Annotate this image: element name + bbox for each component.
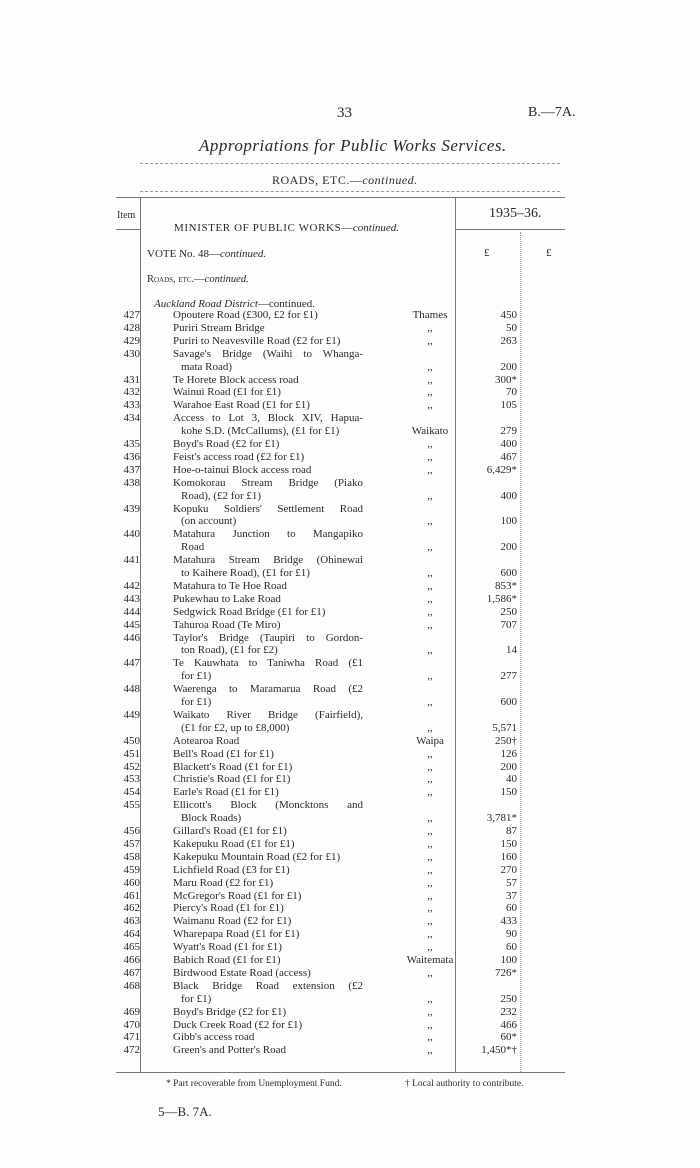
item-number: 448 bbox=[123, 683, 140, 696]
item-description: Kakepuku Mountain Road (£2 for £1) bbox=[173, 850, 341, 863]
electoral-district: ,, bbox=[427, 721, 433, 734]
table-row bbox=[0, 477, 700, 503]
table-row bbox=[0, 825, 700, 838]
item-number: 449 bbox=[123, 708, 140, 721]
table-row bbox=[0, 335, 700, 348]
amount-value: 726* bbox=[495, 966, 517, 979]
electoral-district: ,, bbox=[427, 360, 433, 373]
item-description: (on account) bbox=[181, 515, 237, 528]
table-row bbox=[0, 954, 700, 967]
item-description: Kakepuku Road (£1 for £1) bbox=[173, 837, 295, 850]
item-description: Gibb's access road bbox=[173, 1031, 255, 1044]
item-description: Matahura to Te Hoe Road bbox=[173, 579, 287, 592]
fiscal-year-header: 1935–36. bbox=[489, 206, 542, 221]
item-description: Boyd's Road (£2 for £1) bbox=[173, 438, 280, 450]
item-description: Puriri Stream Bridge bbox=[173, 321, 265, 334]
item-number: 430 bbox=[123, 347, 140, 360]
table-row bbox=[0, 309, 700, 322]
item-description: Christie's Road (£1 for £1) bbox=[173, 773, 291, 786]
amount-value: 70 bbox=[506, 386, 517, 399]
vote-heading-main: VOTE No. 48— bbox=[147, 248, 221, 260]
electoral-district: ,, bbox=[427, 1031, 433, 1044]
amount-value: 277 bbox=[500, 670, 517, 683]
item-number: 435 bbox=[123, 438, 140, 450]
currency-col2: £ bbox=[546, 247, 552, 259]
amount-value: 263 bbox=[500, 334, 517, 347]
amount-value: 200 bbox=[500, 360, 517, 373]
amount-value: 270 bbox=[500, 863, 517, 876]
item-number: 451 bbox=[123, 747, 140, 760]
item-number: 434 bbox=[123, 412, 140, 425]
item-description: for £1) bbox=[181, 670, 212, 683]
electoral-district: ,, bbox=[427, 941, 433, 954]
item-description: Road), (£2 for £1) bbox=[181, 489, 262, 502]
roads-heading bbox=[147, 274, 249, 285]
amount-value: 126 bbox=[500, 747, 517, 760]
amount-value: 450 bbox=[500, 309, 517, 321]
table-top-rule bbox=[116, 197, 565, 198]
item-description: mata Road) bbox=[181, 360, 233, 373]
table-row bbox=[0, 632, 700, 658]
electoral-district: ,, bbox=[427, 812, 433, 825]
item-description: Earle's Road (£1 for £1) bbox=[173, 786, 279, 799]
table-row bbox=[0, 877, 700, 890]
item-number: 470 bbox=[123, 1018, 140, 1031]
table-row bbox=[0, 683, 700, 709]
item-description: Piercy's Road (£1 for £1) bbox=[173, 902, 284, 915]
amount-value: 37 bbox=[506, 889, 517, 902]
item-description: for £1) bbox=[181, 992, 212, 1005]
item-description: Wainui Road (£1 for £1) bbox=[173, 386, 281, 399]
table-row bbox=[0, 735, 700, 748]
electoral-district: ,, bbox=[427, 773, 433, 786]
item-number: 446 bbox=[123, 631, 140, 644]
table-row bbox=[0, 928, 700, 941]
table-row bbox=[0, 464, 700, 477]
amount-value: 250† bbox=[495, 734, 517, 747]
item-description: ton Road), (£1 for £2) bbox=[181, 644, 278, 657]
footnote-unemployment-fund: * Part recoverable from Unemployment Fund. bbox=[166, 1079, 342, 1089]
amount-value: 150 bbox=[500, 786, 517, 799]
electoral-district: ,, bbox=[427, 321, 433, 334]
item-number: 460 bbox=[123, 876, 140, 889]
amount-value: 707 bbox=[500, 618, 517, 631]
item-description: Green's and Potter's Road bbox=[173, 1044, 287, 1057]
section-subtitle bbox=[272, 173, 418, 188]
electoral-district: ,, bbox=[427, 1005, 433, 1018]
table-row bbox=[0, 451, 700, 464]
electoral-district: ,, bbox=[427, 760, 433, 773]
amount-value: 853* bbox=[495, 579, 517, 592]
electoral-district: ,, bbox=[427, 928, 433, 941]
table-row bbox=[0, 773, 700, 786]
electoral-district: ,, bbox=[427, 670, 433, 683]
item-description: Boyd's Bridge (£2 for £1) bbox=[173, 1005, 287, 1018]
item-description: Waikato River Bridge (Fairfield), bbox=[173, 708, 363, 721]
table-row bbox=[0, 1031, 700, 1044]
amount-value: 1,450*† bbox=[481, 1044, 517, 1057]
table-row bbox=[0, 593, 700, 606]
amount-value: 279 bbox=[500, 425, 517, 438]
item-number: 437 bbox=[123, 463, 140, 476]
item-description: Komokorau Stream Bridge (Piako bbox=[173, 476, 363, 489]
amount-value: 250 bbox=[500, 992, 517, 1005]
table-bottom-rule bbox=[116, 1072, 565, 1073]
item-description: Ellicott's Block (Moncktons and bbox=[173, 799, 363, 812]
item-description: Waerenga to Maramarua Road (£2 bbox=[173, 683, 363, 696]
electoral-district: ,, bbox=[427, 450, 433, 463]
electoral-district: ,, bbox=[427, 399, 433, 412]
table-row bbox=[0, 941, 700, 954]
item-description: Maru Road (£2 for £1) bbox=[173, 876, 274, 889]
amount-value: 50 bbox=[506, 321, 517, 334]
item-number: 463 bbox=[123, 915, 140, 928]
electoral-district: ,, bbox=[427, 334, 433, 347]
item-description: Lichfield Road (£3 for £1) bbox=[173, 863, 290, 876]
electoral-district: ,, bbox=[427, 618, 433, 631]
section-subtitle-main: ROADS, ETC.— bbox=[272, 173, 363, 187]
item-number: 456 bbox=[123, 825, 140, 837]
amount-value: 60 bbox=[506, 941, 517, 954]
electoral-district: ,, bbox=[427, 992, 433, 1005]
item-number: 440 bbox=[123, 528, 140, 541]
item-description: Feist's access road (£2 for £1) bbox=[173, 450, 305, 463]
electoral-district: ,, bbox=[427, 373, 433, 386]
item-number: 455 bbox=[123, 799, 140, 812]
item-number: 441 bbox=[123, 554, 140, 567]
district-heading-main: Auckland Road District bbox=[154, 298, 258, 310]
table-row bbox=[0, 838, 700, 851]
table-row bbox=[0, 322, 700, 335]
vote-heading bbox=[147, 248, 266, 260]
item-description: Bell's Road (£1 for £1) bbox=[173, 747, 274, 760]
electoral-district: ,, bbox=[427, 541, 433, 554]
item-description: Wharepapa Road (£1 for £1) bbox=[173, 928, 300, 941]
amount-value: 467 bbox=[500, 450, 517, 463]
table-row bbox=[0, 864, 700, 877]
amount-value: 14 bbox=[506, 644, 517, 657]
section-subtitle-cont: continued. bbox=[362, 173, 418, 187]
item-description: for £1) bbox=[181, 695, 212, 708]
ministry-heading-cont: continued. bbox=[352, 222, 400, 234]
amount-value: 100 bbox=[500, 954, 517, 966]
table-row bbox=[0, 761, 700, 774]
roads-heading-main: Roads, etc.— bbox=[147, 274, 205, 285]
electoral-district: ,, bbox=[427, 695, 433, 708]
item-number: 429 bbox=[123, 334, 140, 347]
electoral-district: ,, bbox=[427, 579, 433, 592]
item-number: 459 bbox=[123, 863, 140, 876]
roads-heading-cont: continued. bbox=[204, 274, 249, 285]
table-row bbox=[0, 915, 700, 928]
amount-value: 600 bbox=[500, 695, 517, 708]
item-description: Road bbox=[181, 541, 205, 554]
item-number: 447 bbox=[123, 657, 140, 670]
item-number: 466 bbox=[123, 954, 140, 966]
electoral-district: ,, bbox=[427, 566, 433, 579]
table-row bbox=[0, 799, 700, 825]
table-row bbox=[0, 412, 700, 438]
ministry-heading bbox=[174, 222, 399, 234]
item-number: 468 bbox=[123, 979, 140, 992]
item-number: 454 bbox=[123, 786, 140, 799]
amount-value: 1,586* bbox=[486, 592, 517, 605]
electoral-district: ,, bbox=[427, 605, 433, 618]
amount-value: 100 bbox=[500, 515, 517, 528]
table-row bbox=[0, 890, 700, 903]
item-number: 469 bbox=[123, 1005, 140, 1018]
subtitle-rule bbox=[140, 191, 560, 192]
electoral-district: Thames bbox=[412, 309, 448, 321]
amount-value: 60* bbox=[500, 1031, 517, 1044]
electoral-district: ,, bbox=[427, 644, 433, 657]
item-description: Block Roads) bbox=[181, 812, 242, 825]
item-number: 467 bbox=[123, 966, 140, 979]
title-rule bbox=[140, 163, 560, 164]
amount-value: 87 bbox=[506, 825, 517, 837]
table-row bbox=[0, 967, 700, 980]
electoral-district: ,, bbox=[427, 438, 433, 450]
electoral-district: ,, bbox=[427, 386, 433, 399]
electoral-district: ,, bbox=[427, 515, 433, 528]
item-description: Savage's Bridge (Waihi to Whanga- bbox=[173, 347, 363, 360]
table-row bbox=[0, 438, 700, 451]
item-description: Pukewhau to Lake Road bbox=[173, 592, 281, 605]
item-description: Matahura Junction to Mangapiko bbox=[173, 528, 363, 541]
amount-value: 57 bbox=[506, 876, 517, 889]
amount-value: 300* bbox=[495, 373, 517, 386]
amount-value: 160 bbox=[500, 850, 517, 863]
amount-value: 232 bbox=[500, 1005, 517, 1018]
item-number: 442 bbox=[123, 579, 140, 592]
item-description: to Kaihere Road), (£1 for £1) bbox=[181, 566, 310, 579]
item-number: 462 bbox=[123, 902, 140, 915]
table-row bbox=[0, 902, 700, 915]
item-description: Black Bridge Road extension (£2 bbox=[173, 979, 363, 992]
amount-value: 433 bbox=[500, 915, 517, 928]
page-number: 33 bbox=[337, 105, 352, 121]
electoral-district: ,, bbox=[427, 463, 433, 476]
item-description: Te Kauwhata to Taniwha Road (£1 bbox=[173, 657, 363, 670]
amount-value: 400 bbox=[500, 438, 517, 450]
item-number: 427 bbox=[123, 309, 140, 321]
amount-value: 105 bbox=[500, 399, 517, 412]
amount-value: 250 bbox=[500, 605, 517, 618]
table-row bbox=[0, 554, 700, 580]
item-description: Kopuku Soldiers' Settlement Road bbox=[173, 502, 363, 515]
electoral-district: ,, bbox=[427, 850, 433, 863]
footnote-local-authority: † Local authority to contribute. bbox=[405, 1079, 524, 1089]
electoral-district: ,, bbox=[427, 915, 433, 928]
table-row bbox=[0, 786, 700, 799]
item-number: 464 bbox=[123, 928, 140, 941]
amount-value: 400 bbox=[500, 489, 517, 502]
amount-value: 90 bbox=[506, 928, 517, 941]
table-row bbox=[0, 606, 700, 619]
item-description: Tahuroa Road (Te Miro) bbox=[173, 618, 281, 631]
amount-value: 3,781* bbox=[486, 812, 517, 825]
amount-value: 60 bbox=[506, 902, 517, 915]
district-heading-cont: —continued. bbox=[257, 298, 316, 310]
item-number: 453 bbox=[123, 773, 140, 786]
table-row bbox=[0, 348, 700, 374]
item-description: Te Horete Block access road bbox=[173, 373, 299, 386]
item-description: Sedgwick Road Bridge (£1 for £1) bbox=[173, 605, 326, 618]
amount-value: 150 bbox=[500, 837, 517, 850]
amount-value: 6,429* bbox=[486, 463, 517, 476]
electoral-district: ,, bbox=[427, 489, 433, 502]
electoral-district: ,, bbox=[427, 786, 433, 799]
item-number: 438 bbox=[123, 476, 140, 489]
item-number: 436 bbox=[123, 450, 140, 463]
item-number: 433 bbox=[123, 399, 140, 412]
item-description: Aotearoa Road bbox=[173, 734, 240, 747]
item-description: Babich Road (£1 for £1) bbox=[173, 954, 281, 966]
amount-value: 40 bbox=[506, 773, 517, 786]
item-number: 445 bbox=[123, 618, 140, 631]
electoral-district: ,, bbox=[427, 592, 433, 605]
printer-signature: 5—B. 7A. bbox=[158, 1104, 212, 1119]
table-row bbox=[0, 386, 700, 399]
electoral-district: ,, bbox=[427, 837, 433, 850]
item-description: (£1 for £2, up to £8,000) bbox=[181, 721, 290, 734]
item-number: 450 bbox=[123, 734, 140, 747]
item-description: Waimanu Road (£2 for £1) bbox=[173, 915, 292, 928]
table-row bbox=[0, 619, 700, 632]
item-description: McGregor's Road (£1 for £1) bbox=[173, 889, 302, 902]
table-row bbox=[0, 851, 700, 864]
item-number: 432 bbox=[123, 386, 140, 399]
item-number: 444 bbox=[123, 605, 140, 618]
item-number: 472 bbox=[123, 1044, 140, 1057]
item-description: Puriri to Neavesville Road (£2 for £1) bbox=[173, 334, 341, 347]
item-header-rule bbox=[116, 229, 140, 230]
electoral-district: ,, bbox=[427, 1044, 433, 1057]
item-description: Blackett's Road (£1 for £1) bbox=[173, 760, 293, 773]
electoral-district: ,, bbox=[427, 889, 433, 902]
amount-value: 5,571 bbox=[492, 721, 517, 734]
electoral-district: ,, bbox=[427, 966, 433, 979]
table-row bbox=[0, 657, 700, 683]
table-row bbox=[0, 1006, 700, 1019]
vote-heading-cont: continued. bbox=[220, 248, 267, 260]
item-description: Birdwood Estate Road (access) bbox=[173, 966, 311, 979]
amount-value: 200 bbox=[500, 760, 517, 773]
item-description: Wyatt's Road (£1 for £1) bbox=[173, 941, 282, 954]
amount-value: 200 bbox=[500, 541, 517, 554]
table-row bbox=[0, 528, 700, 554]
currency-col1: £ bbox=[484, 247, 490, 259]
item-number: 443 bbox=[123, 592, 140, 605]
electoral-district: Waikato bbox=[411, 425, 449, 438]
table-row bbox=[0, 709, 700, 735]
electoral-district: ,, bbox=[427, 747, 433, 760]
ministry-heading-main: MINISTER OF PUBLIC WORKS— bbox=[174, 222, 353, 234]
year-header-rule bbox=[455, 229, 565, 230]
item-number: 439 bbox=[123, 502, 140, 515]
item-number: 452 bbox=[123, 760, 140, 773]
item-description: Opoutere Road (£300, £2 for £1) bbox=[173, 309, 318, 321]
item-number: 428 bbox=[123, 321, 140, 334]
table-row bbox=[0, 980, 700, 1006]
table-row bbox=[0, 748, 700, 761]
table-row bbox=[0, 1044, 700, 1057]
electoral-district: Waipa bbox=[416, 734, 444, 747]
item-description: Warahoe East Road (£1 for £1) bbox=[173, 399, 310, 412]
table-row bbox=[0, 1019, 700, 1032]
item-description: Matahura Stream Bridge (Ohinewai bbox=[173, 554, 363, 567]
document-reference: B.—7A. bbox=[528, 105, 576, 120]
item-description: Taylor's Bridge (Taupiri to Gordon- bbox=[173, 631, 363, 644]
item-description: Hoe-o-tainui Block access road bbox=[173, 463, 312, 476]
electoral-district: Waitemata bbox=[406, 954, 454, 966]
table-row bbox=[0, 374, 700, 387]
table-row bbox=[0, 503, 700, 529]
amount-value: 466 bbox=[500, 1018, 517, 1031]
electoral-district: ,, bbox=[427, 1018, 433, 1031]
item-number: 465 bbox=[123, 941, 140, 954]
electoral-district: ,, bbox=[427, 863, 433, 876]
item-description: Gillard's Road (£1 for £1) bbox=[173, 825, 287, 837]
item-column-header: Item bbox=[117, 210, 136, 221]
electoral-district: ,, bbox=[427, 876, 433, 889]
item-description: kohe S.D. (McCallums), (£1 for £1) bbox=[181, 425, 340, 438]
item-number: 457 bbox=[123, 837, 140, 850]
item-number: 461 bbox=[123, 889, 140, 902]
item-number: 458 bbox=[123, 850, 140, 863]
item-description: Duck Creek Road (£2 for £1) bbox=[173, 1018, 303, 1031]
electoral-district: ,, bbox=[427, 902, 433, 915]
item-description: Access to Lot 3, Block XIV, Hapua- bbox=[173, 412, 363, 425]
page-title: Appropriations for Public Works Services. bbox=[199, 136, 507, 155]
electoral-district: ,, bbox=[427, 825, 433, 837]
amount-value: 600 bbox=[500, 566, 517, 579]
item-number: 471 bbox=[123, 1031, 140, 1044]
table-row bbox=[0, 399, 700, 412]
table-row bbox=[0, 580, 700, 593]
item-number: 431 bbox=[123, 373, 140, 386]
